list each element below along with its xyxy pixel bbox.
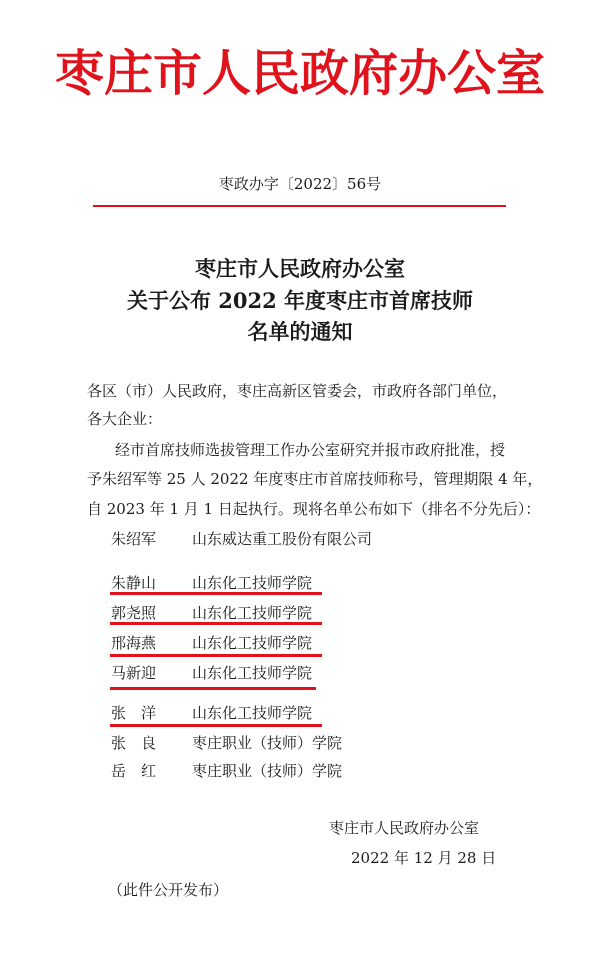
salutation-line-2: 各大企业： [87,410,163,428]
list-item-name: 岳 红 [111,762,157,780]
list-item-unit: 山东化工技师学院 [192,704,313,722]
list-item-name: 朱绍军 [111,530,157,548]
red-underline [110,724,322,727]
list-item-name: 张 洋 [111,704,157,722]
list-item-unit: 山东威达重工股份有限公司 [192,530,373,548]
red-masthead: 枣庄市人民政府办公室 [54,44,545,102]
list-item-name: 张 良 [111,734,157,752]
red-underline [110,622,322,625]
red-underline [110,592,322,595]
signature-org: 枣庄市人民政府办公室 [329,819,480,837]
list-item-name: 郭尧照 [111,604,157,622]
list-item-name: 朱静山 [111,574,157,592]
salutation-line-1: 各区（市）人民政府，枣庄高新区管委会，市政府各部门单位， [87,382,508,400]
body-line-1: 经市首席技师选拔管理工作办公室研究并报市政府批准，授 [115,441,506,459]
list-item-unit: 山东化工技师学院 [192,574,313,592]
title-line-3: 名单的通知 [247,319,353,344]
list-item-name: 邢海燕 [111,634,157,652]
red-underline [110,654,322,657]
list-item-unit: 山东化工技师学院 [192,664,313,682]
list-item-unit: 山东化工技师学院 [192,634,313,652]
list-item-unit: 山东化工技师学院 [192,604,313,622]
public-release-note: （此件公开发布） [108,881,229,899]
title-line-2: 关于公布 2022 年度枣庄市首席技师 [126,288,474,313]
body-line-2: 予朱绍军等 25 人 2022 年度枣庄市首席技师称号，管理期限 4 年， [87,470,543,488]
title-line-1: 枣庄市人民政府办公室 [195,256,405,281]
red-underline [110,687,316,690]
list-item-name: 马新迎 [111,664,157,682]
list-item-unit: 枣庄职业（技师）学院 [192,762,343,780]
list-item-unit: 枣庄职业（技师）学院 [192,734,343,752]
signature-date: 2022 年 12 月 28 日 [351,849,497,867]
red-divider-line [93,205,506,207]
document-number: 枣政办字〔2022〕56号 [218,175,382,193]
body-line-3: 自 2023 年 1 月 1 日起执行。现将名单公布如下（排名不分先后）： [87,500,541,518]
